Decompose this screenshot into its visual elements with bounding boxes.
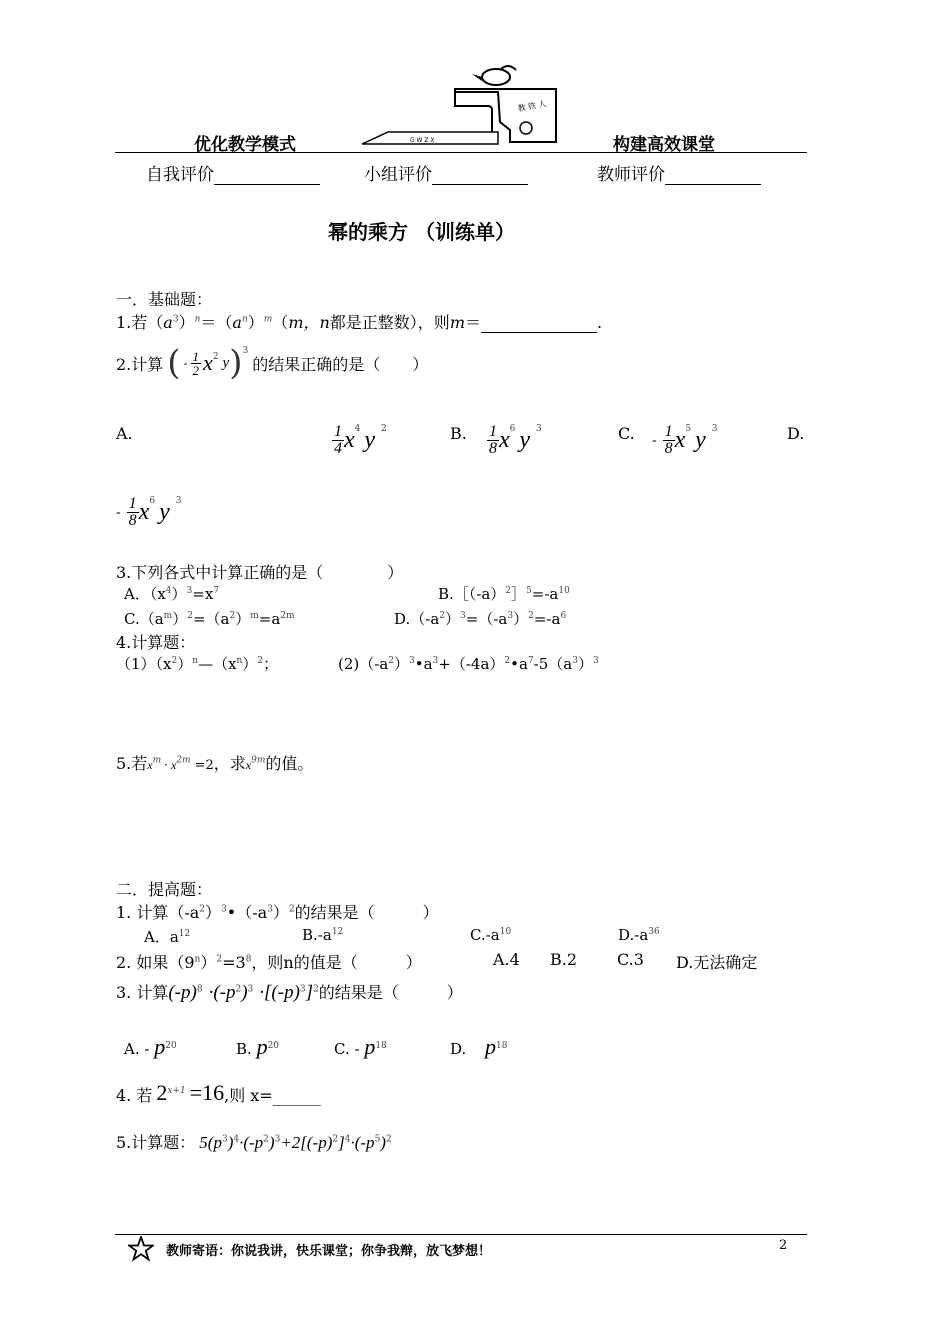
q1-4-stem: 4.计算题： <box>116 633 196 652</box>
q2-1-option-a[interactable]: A．$a^{12}$ <box>144 928 191 946</box>
q1-3-option-a[interactable]: A．$(x^4)^3=x^7$ <box>124 585 220 603</box>
q1-2-option-b-label[interactable]: B. <box>450 424 467 443</box>
q2-3: 3. 计算$(-p)^8 \cdot(-p^2)^3 \cdot[(-p)^3]^2$的结果是（ ） <box>116 982 463 1003</box>
q1-4-part1: $(1)(x^2)^n—(x^n)^2$； <box>116 655 279 673</box>
q1-1-answer-blank[interactable] <box>481 316 597 333</box>
logo-letters: G W Z X <box>410 137 435 144</box>
q1-1: 1.若$(a^3)^n=(a^n)^m(m$，n都是正整数），则m＝ . <box>116 313 603 332</box>
logo-chars: 教 铁 人 <box>516 99 548 114</box>
q1-2-option-c[interactable]: - $\frac{1}{8}$ x $^5$ y $^3$ <box>652 423 718 457</box>
teacher-evaluation-blank[interactable] <box>665 168 761 185</box>
q1-2-option-d-label[interactable]: D. <box>787 424 805 443</box>
q2-5: 5.计算题： $5(p^3)^4\cdot(-p^2)^3+2[(-p)^2]^4\cdot(-p^5)^2$ <box>116 1133 392 1152</box>
q1-4-part2: $(2)(-a^2)^3•a^3+(-4a)^2•a^7-5(a^3)^3$ <box>338 655 599 673</box>
header-right: 构建高效课堂 <box>613 135 715 155</box>
q1-2-option-a-label[interactable]: A. <box>116 424 133 443</box>
header-rule <box>115 152 807 153</box>
q2-2-option-b[interactable]: B.2 <box>550 950 578 969</box>
self-evaluation: 自我评价 <box>146 160 320 185</box>
q2-1-option-c[interactable]: $C.-a^{10}$ <box>470 926 512 944</box>
q2-2-option-a[interactable]: A.4 <box>493 950 520 969</box>
q2-3-option-b[interactable]: B. $p^{20}$ <box>236 1034 280 1059</box>
q2-3-option-d[interactable]: D. $p^{18}$ <box>450 1034 508 1059</box>
page-number: 2 <box>779 1238 788 1253</box>
group-evaluation: 小组评价 <box>364 160 528 185</box>
self-evaluation-blank[interactable] <box>214 168 320 185</box>
q1-3-option-c[interactable]: $C.(a^m)^2=(a^2)^m=a^{2m}$ <box>124 610 295 628</box>
q2-1: 1. 计算$(-a^2)^3•(-a^3)^2$的结果是（ ） <box>116 903 439 922</box>
q2-1-option-d[interactable]: $D.-a^{36}$ <box>618 926 660 944</box>
q1-3-option-d[interactable]: $D.(-a^2)^3=(-a^3)^2=-a^6$ <box>394 610 567 628</box>
q2-2: 2. 如果$(9^n)^2=3^8$，则n的值是（ ） <box>116 953 422 972</box>
q2-1-option-b[interactable]: $B.-a^{12}$ <box>302 926 344 944</box>
q1-2: 2.计算 ( - $\frac{1}{2}$ x $^2$ y ) $^3$ 的结果正确的是（ ） <box>116 343 429 383</box>
q1-2-option-b[interactable]: $\frac{1}{8}$ x $^6$ y $^3$ <box>489 423 542 457</box>
q1-2-option-d[interactable]: - $\frac{1}{8}$ x $^6$ y $^3$ <box>116 495 182 529</box>
q1-3-option-b[interactable]: $B.[(-a)^2]^5=-a^{10}$ <box>438 585 570 603</box>
header-left: 优化教学模式 <box>194 135 296 155</box>
star-icon <box>128 1236 154 1262</box>
q2-3-option-c[interactable]: C. - $p^{18}$ <box>334 1034 387 1059</box>
group-evaluation-blank[interactable] <box>432 168 528 185</box>
q2-4-answer-blank[interactable]: ______ <box>272 1087 321 1106</box>
section1-heading: 一．基础题： <box>116 290 213 309</box>
q1-3-stem: 3.下列各式中计算正确的是（ ） <box>116 563 404 582</box>
page-title: 幂的乘方 （训练单） <box>328 220 515 244</box>
q2-4: 4. 若 2 x+1 =16 ,则 x= ______ <box>116 1080 321 1106</box>
q1-2-option-c-label[interactable]: C. <box>618 424 635 443</box>
q1-2-option-a[interactable]: $\frac{1}{4}$ x $^4$ y $^2$ <box>334 423 387 457</box>
footer-motto: 教师寄语：你说我讲，快乐课堂；你争我辩，放飞梦想！ <box>166 1244 492 1259</box>
section2-heading: 二．提高题： <box>116 880 213 899</box>
teacher-evaluation: 教师评价 <box>597 160 761 185</box>
q2-3-option-a[interactable]: A. - $p^{20}$ <box>124 1034 177 1059</box>
school-logo <box>360 62 565 150</box>
q1-5: 5.若$x^m \cdot x^{2m} =2$，求$x^{9m}$的值。 <box>116 754 314 773</box>
q2-2-option-c[interactable]: C.3 <box>617 950 644 969</box>
footer-rule <box>115 1234 807 1235</box>
q2-2-option-d[interactable]: D.无法确定 <box>676 953 758 972</box>
